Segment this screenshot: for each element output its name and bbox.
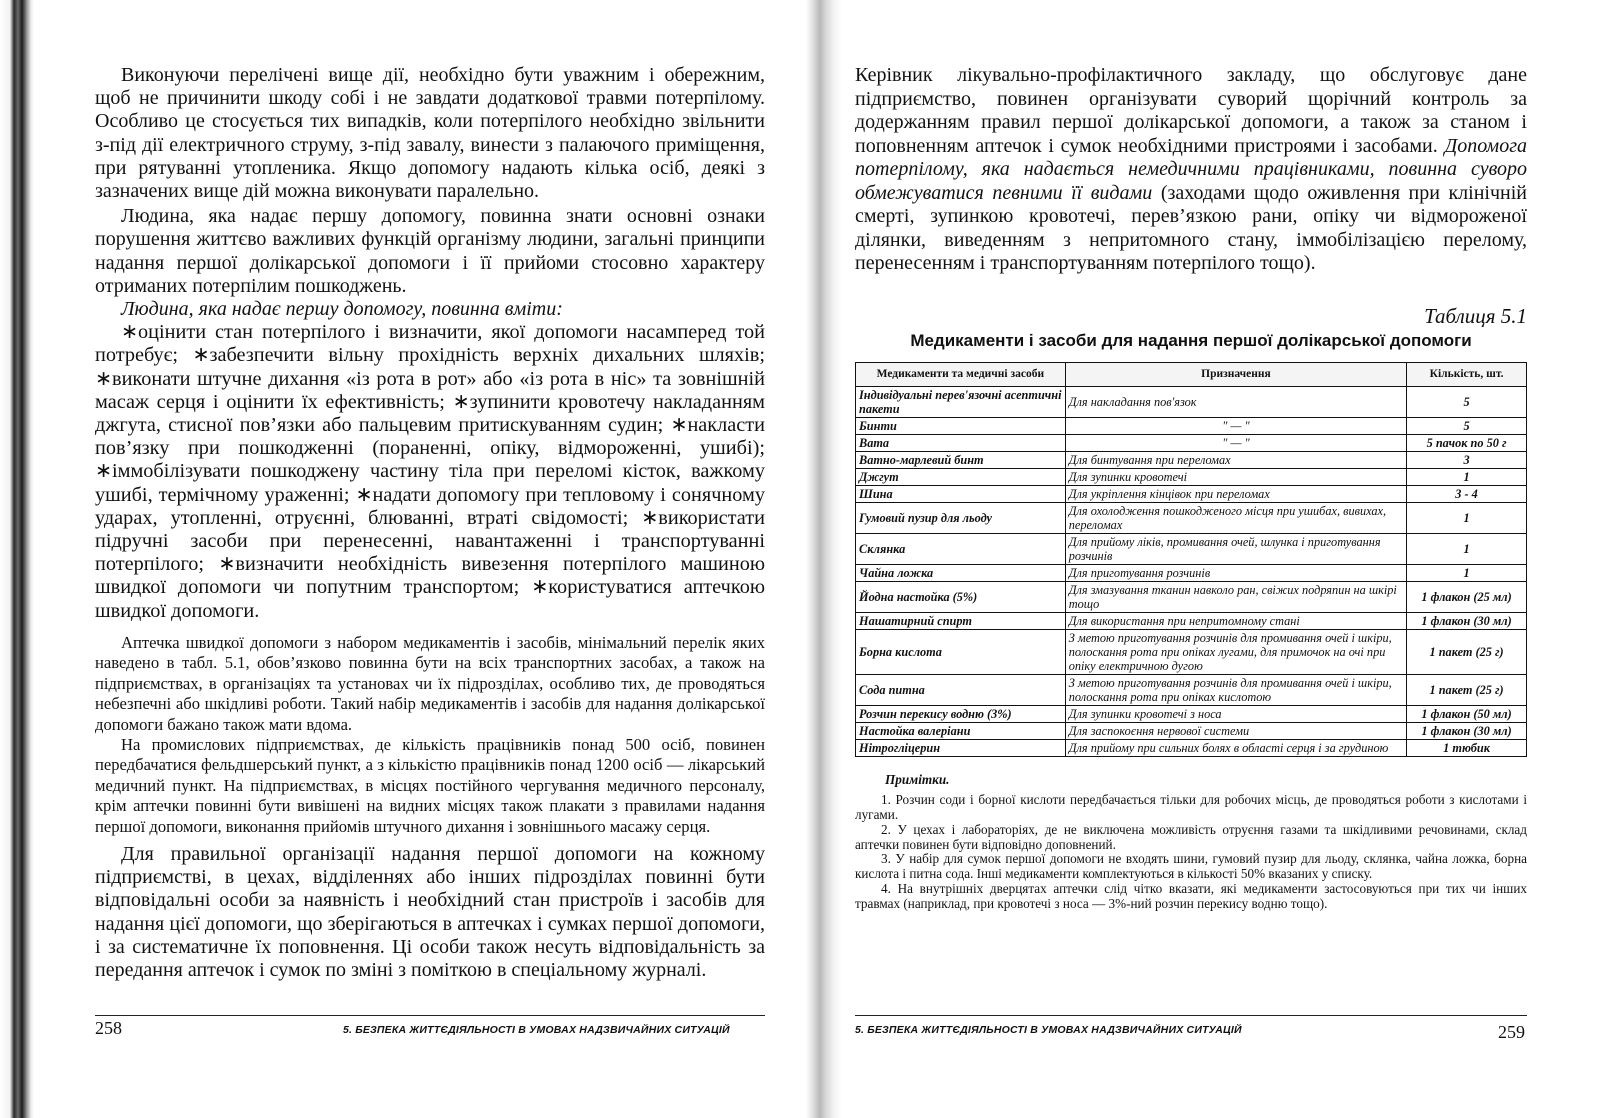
cell-name: Йодна настойка (5%) [856,581,1066,612]
cell-name: Джгут [856,468,1066,485]
table-row [856,674,1527,705]
cell-purpose: Для охолодження пошкодженого місця при ушибах, вивихах, переломах [1065,502,1406,533]
cell-quantity: 1 тюбик [1407,739,1527,756]
cell-purpose: Для використання при непритомному стані [1065,612,1406,629]
notes-title: Примітки. [885,771,950,787]
right-running-head: 5. БЕЗПЕКА ЖИТТЄДІЯЛЬНОСТІ В УМОВАХ НАДЗВИЧАЙНИХ СИТУАЦІЙ [855,1024,1242,1036]
cell-name: Бинти [856,417,1066,434]
header-purpose: Призначення [1065,362,1406,386]
cell-name: Ватно-марлевий бинт [856,451,1066,468]
cell-quantity: 3 [1407,451,1527,468]
cell-quantity: 1 пакет (25 г) [1407,629,1527,674]
book-gutter-shadow [806,0,842,1118]
cell-name: Гумовий пузир для льоду [856,502,1066,533]
intro-paragraph [855,64,1527,276]
cell-name: Сода питна [856,674,1066,705]
table-row [856,468,1527,485]
cell-quantity: 1 [1407,564,1527,581]
note-item: 2. У цехах і лабораторіях, де не виключена можливість отруєння газами та шкідливими речовинами, склад аптечки повинен бути відповідно доповнений. [855,821,1527,852]
left-running-head: 5. БЕЗПЕКА ЖИТТЄДІЯЛЬНОСТІ В УМОВАХ НАДЗВИЧАЙНИХ СИТУАЦІЙ [343,1024,730,1036]
cell-purpose: Для приготування розчинів [1065,564,1406,581]
cell-quantity: 5 [1407,386,1527,417]
cell-purpose: Для прийому ліків, промивання очей, шлунка і приготування розчинів [1065,533,1406,564]
note-item: 3. У набір для сумок першої допомоги не входять шини, гумовий пузир для льоду, склянка, чайна ложка, борна кислота і питна сода. Інші медикаменти комплектуються в кількості 50% вказаних у списку. [855,851,1527,882]
table-title: Медикаменти і засоби для надання першої долікарської допомоги [910,330,1472,350]
table-row [856,612,1527,629]
table-notes [855,773,1527,912]
header-quantity: Кількість, шт. [1407,362,1527,386]
left-footer-rule [95,1015,765,1016]
intro-plain: Керівник лікувально-профілактичного закладу, що обслуговує дане підприємство, повинен організувати суворий щорічний контроль за додержанням правил першої долікарської допомоги, а також за станом і поповненням аптечок і сумок необхідними пристроями і засобами. [855,64,1527,157]
cell-quantity: 1 [1407,468,1527,485]
cell-quantity: 3 - 4 [1407,485,1527,502]
table-row [856,386,1527,417]
right-page-number: 259 [1498,1022,1525,1042]
note-item: 1. Розчин соди і борної кислоти передбачається тільки для робочих місць, де проводяться роботи з кислотами і лугами. [855,792,1527,823]
right-page [855,64,1527,912]
cell-quantity: 1 [1407,502,1527,533]
intro-italic: Допомога потерпілому, яка надається немедичними працівниками, повинна суворо обмежуватися певними її видами [855,134,1527,204]
cell-purpose: Для змазування тканин навколо ран, свіжих подряпин на шкірі тощо [1065,581,1406,612]
cell-name: Нашатирний спирт [856,612,1066,629]
cell-name: Борна кислота [856,629,1066,674]
left-page [95,64,765,982]
medications-table [855,362,1527,757]
paragraph-medical-points: На промислових підприємствах, де кількість працівників понад 500 осіб, повинен передбачатися фельдшерський пункт, а з кількістю працівників понад 1200 осіб — лікарський медичний пункт. На підприємствах, в місцях постійного чергування медичного персоналу, крім аптечки повинні бути вивішені на видних місцях також плакати з правилами надання першої допомоги, виконання прийомів штучного дихання і зовнішнього масажу серця. [95,734,765,836]
table-row [856,533,1527,564]
cell-quantity: 5 [1407,417,1527,434]
intro-tail: (заходами щодо оживлення при клінічній смерті, зупинкою кровотечі, перев’язкою рани, опіку чи відмороженої ділянки, виведенням з непритомного стану, іммобілізацією перелому, перенесенням і транспортуванням потерпілого тощо). [855,181,1527,274]
cell-purpose: Для заспокоєння нервової системи [1065,722,1406,739]
cell-name: Чайна ложка [856,564,1066,581]
paragraph-skills-list: ∗оцінити стан потерпілого і визначити, якої допомоги насамперед той потребує; ∗забезпечити вільну прохідність верхніх дихальних шляхів; ∗виконати штучне дихання «із рота в рот» або «із рота в ніс» та зовнішній масаж серця і оцінити їх ефективність; ∗зупинити кровотечу накладанням джгута, стисної пов’язки або пальцевим притискуванням судин; ∗накласти пов’язку при пошкодженні (пораненні, опіку, відмороженні, ушибі); ∗іммобілізувати пошкоджену частину тіла при переломі кісток, важкому ушибі, термічному ураженні; ∗надати допомогу при тепловому і сонячному ударах, утопленні, отруєнні, блюванні, втраті свідомості; ∗використати підручні засоби при перенесенні, навантаженні і транспортуванні потерпілого; ∗визначити необхідність вивезення потерпілого машиною швидкої допомоги чи попутним транспортом; ∗користуватися аптечкою швидкої допомоги. [95,321,765,622]
paragraph-responsible-persons: Для правильної організації надання першої допомоги на кожному підприємстві, в цехах, відділеннях або інших підрозділах повинні бути відповідальні особи за наявність і необхідний стан пристроїв і засобів для надання цієї допомоги, що зберігаються в аптечках і сумках першої допомоги, і за систематичне їх поповнення. Ці особи також несуть відповідальність за передання аптечок і сумок по зміні з поміткою в спеціальному журналі. [95,842,765,981]
cell-quantity: 5 пачок по 50 г [1407,434,1527,451]
cell-quantity: 1 флакон (30 мл) [1407,612,1527,629]
cell-purpose: З метою приготування розчинів для промивання очей і шкіри, полоскання рота при опіках кислотою [1065,674,1406,705]
table-row [856,629,1527,674]
table-row [856,417,1527,434]
paragraph-2: Людина, яка надає першу допомогу, повинна знати основні ознаки порушення життєво важливих функцій організму людини, загальні принципи надання першої долікарської допомоги і її прийоми стосовно характеру отриманих потерпілим пошкоджень. [95,205,765,297]
cell-quantity: 1 пакет (25 г) [1407,674,1527,705]
table-row [856,502,1527,533]
table-row [856,434,1527,451]
table-row [856,485,1527,502]
cell-purpose: Для укріплення кінцівок при переломах [1065,485,1406,502]
cell-purpose: Для зупинки кровотечі [1065,468,1406,485]
cell-purpose: Для накладання пов'язок [1065,386,1406,417]
cell-quantity: 1 флакон (25 мл) [1407,581,1527,612]
paragraph-1: Виконуючи перелічені вище дії, необхідно бути уважним і обережним, щоб не причинити шкоду собі і не завдати додаткової травми потерпілому. Особливо це стосується тих випадків, коли потерпілого необхідно звільнити з-під дії електричного струму, з-під завалу, винести з палаючого приміщення, при рятуванні утопленика. Якщо допомогу надають кілька осіб, деякі з зазначених вище дій можна виконувати паралельно. [95,64,765,203]
cell-purpose: З метою приготування розчинів для промивання очей і шкіри, полоскання рота при опіках лугами, для примочок на очі при опіку електричною дугою [1065,629,1406,674]
left-page-number: 258 [95,1018,122,1038]
table-row [856,564,1527,581]
table-row [856,722,1527,739]
cell-quantity: 1 флакон (50 мл) [1407,705,1527,722]
book-edge-shadow [0,0,34,1118]
cell-name: Шина [856,485,1066,502]
cell-quantity: 1 флакон (30 мл) [1407,722,1527,739]
cell-purpose: Для бинтування при переломах [1065,451,1406,468]
note-item: 4. На внутрішніх дверцятах аптечки слід чітко вказати, які медикаменти застосовуються при тих чи інших травмах (наприклад, при кровотечі з носа — 3%-ний розчин перекису водню тощо). [855,881,1527,911]
cell-purpose: Для зупинки кровотечі з носа [1065,705,1406,722]
header-medications: Медикаменти та медичні засоби [856,362,1066,386]
right-footer-rule [855,1015,1527,1016]
cell-name: Розчин перекису водню (3%) [856,705,1066,722]
paragraph-first-aid-kit: Аптечка швидкої допомоги з набором медикаментів і засобів, мінімальний перелік яких наведено в табл. 5.1, обов’язково повинна бути на всіх транспортних засобах, а також на підприємствах, в організаціях та установах чи їх підрозділах, особливо тих, де проводяться небезпечні або шкідливі роботи. Такий набір медикаментів і засобів для надання долікарської допомоги бажано також мати вдома. [95,632,765,734]
cell-purpose: Для прийому при сильних болях в області серця і за грудиною [1065,739,1406,756]
table-row [856,705,1527,722]
table-row [856,451,1527,468]
paragraph-skills-heading: Людина, яка надає першу допомогу, повинна вміти: [121,298,563,321]
cell-purpose: " — " [1065,417,1406,434]
table-row [856,581,1527,612]
cell-quantity: 1 [1407,533,1527,564]
cell-name: Індивідуальні перев'язочні асептичні пакети [856,386,1066,417]
cell-name: Склянка [856,533,1066,564]
cell-name: Нітрогліцерин [856,739,1066,756]
cell-purpose: " — " [1065,434,1406,451]
cell-name: Настойка валеріани [856,722,1066,739]
cell-name: Вата [856,434,1066,451]
table-row [856,739,1527,756]
table-caption: Таблиця 5.1 [1424,303,1527,328]
table-header-row [856,362,1527,386]
